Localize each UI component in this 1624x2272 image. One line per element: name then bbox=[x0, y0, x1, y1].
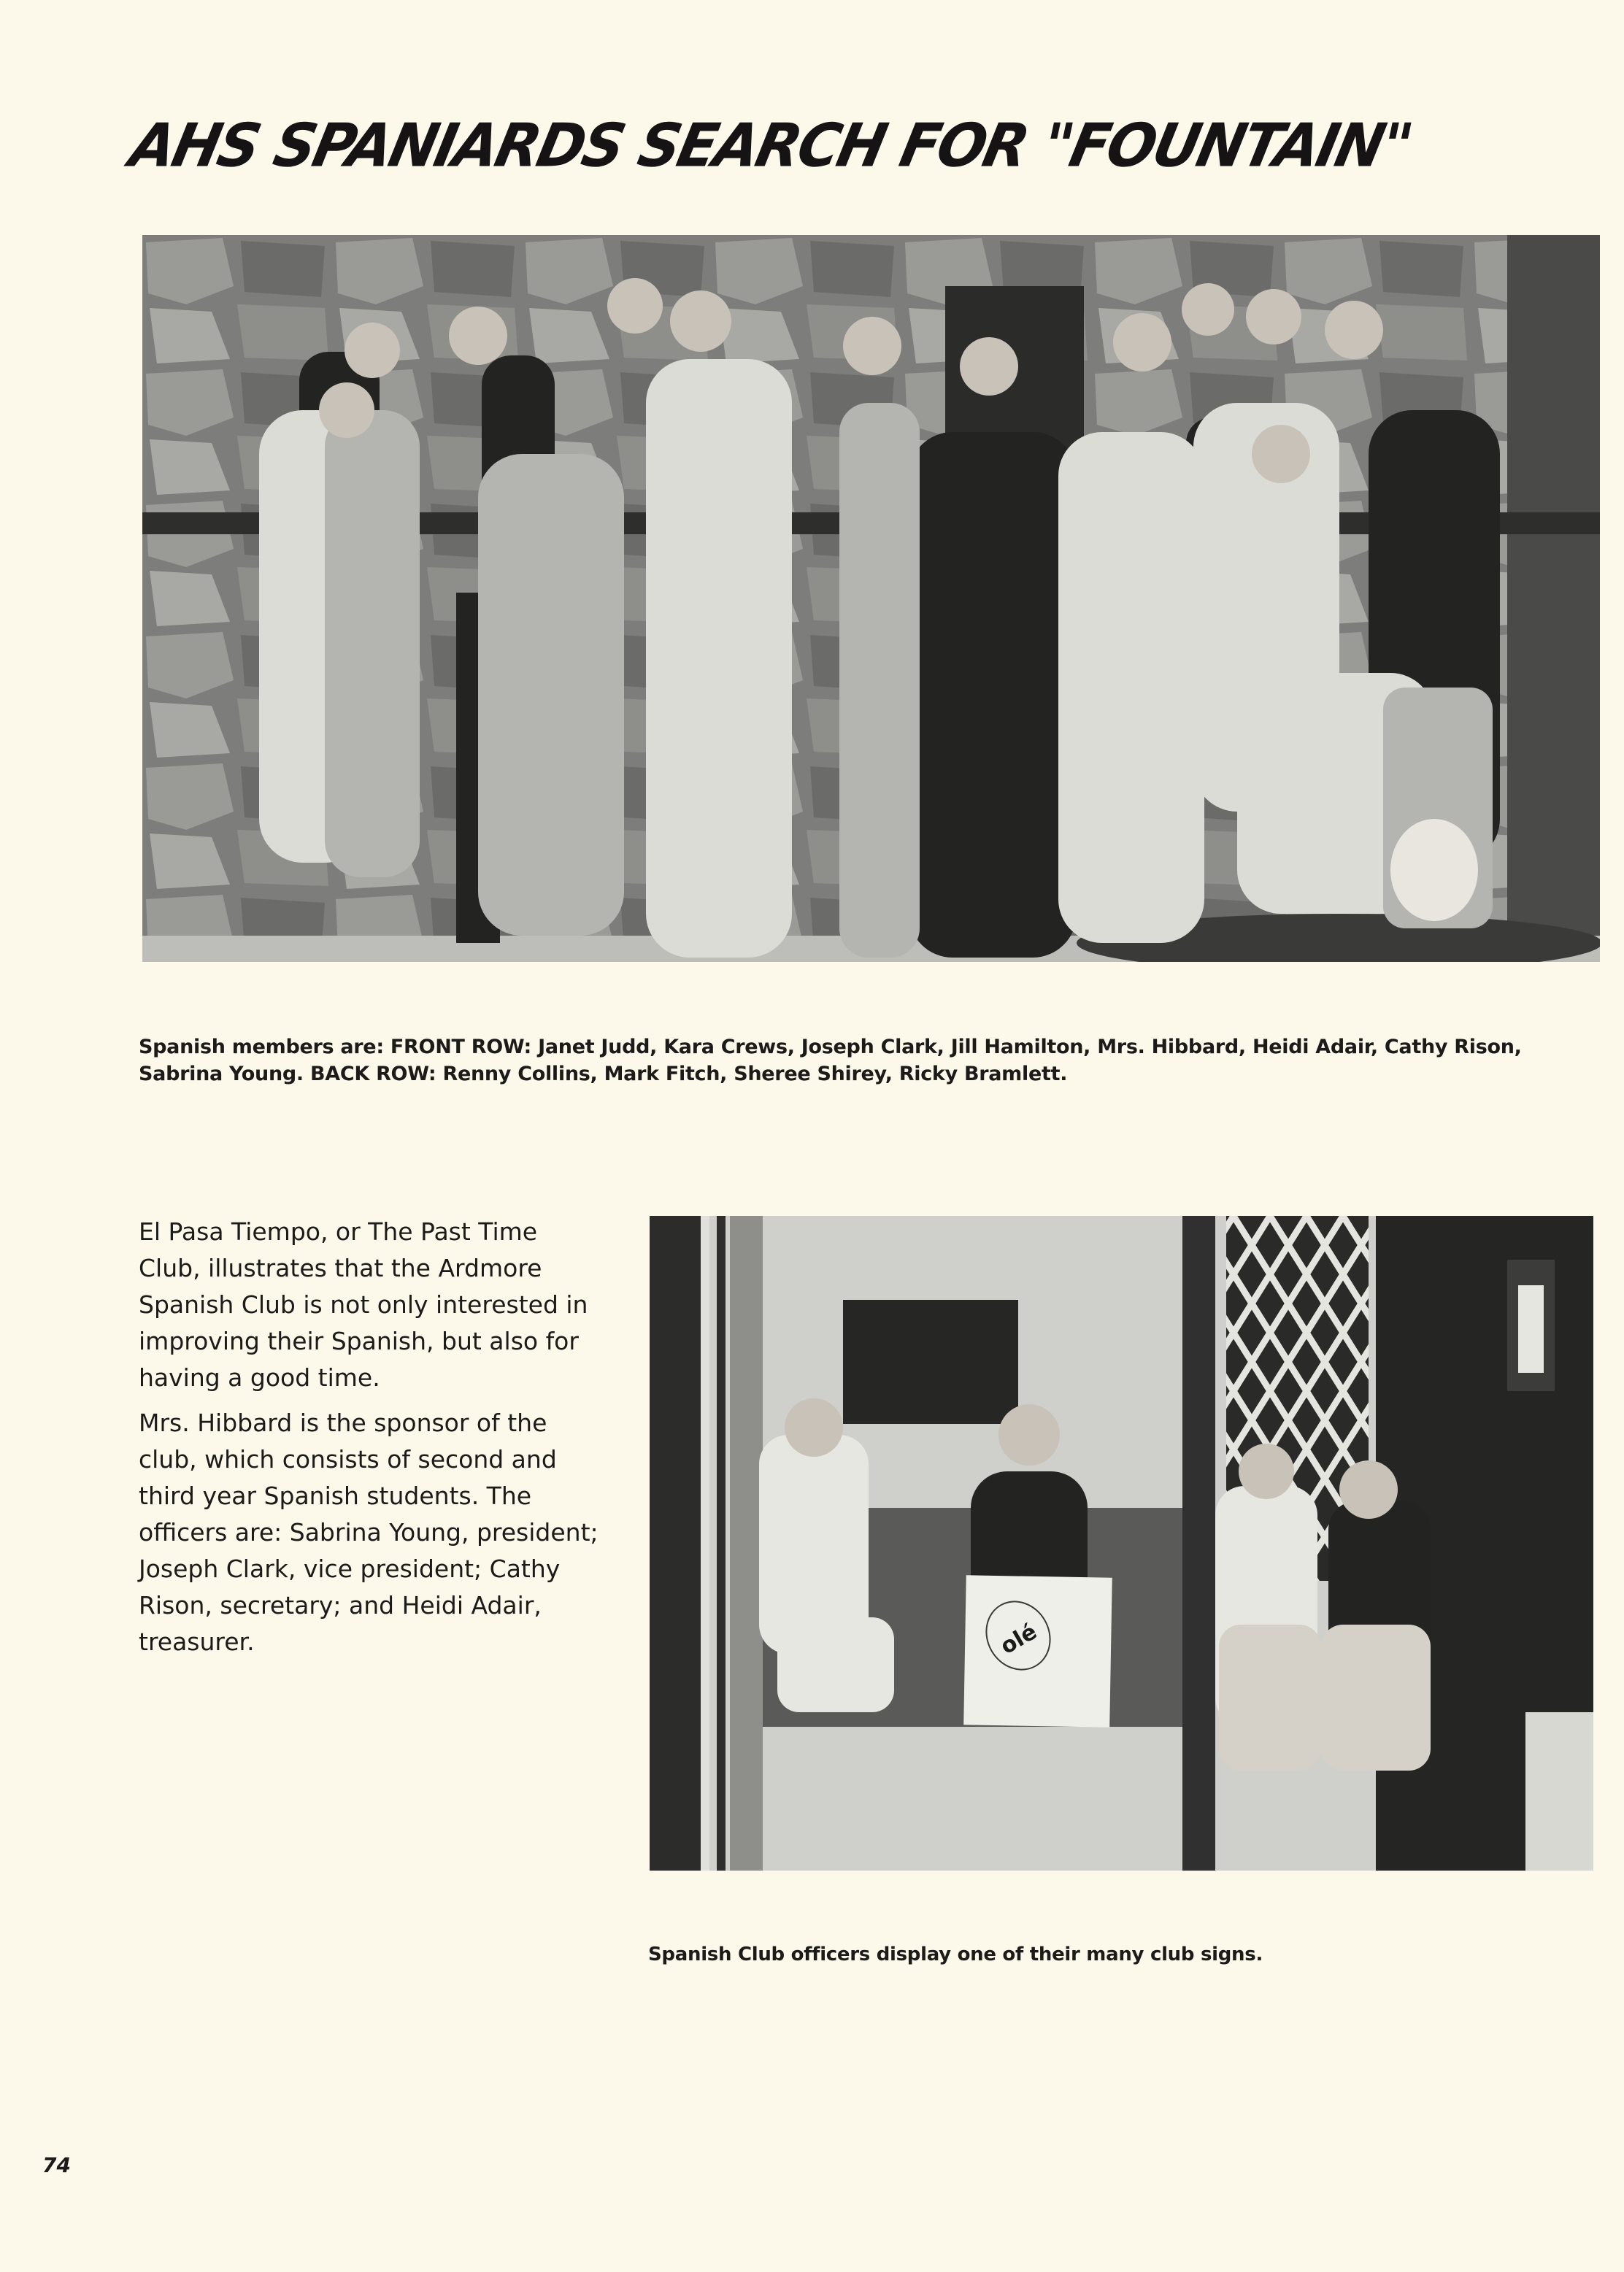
officers-photo-caption: Spanish Club officers display one of their many club signs. bbox=[648, 1944, 1263, 1965]
sign-text: olé bbox=[996, 1619, 1042, 1660]
club-sign bbox=[963, 1575, 1112, 1727]
group-photo-caption: Spanish members are: FRONT ROW: Janet Judd, Kara Crews, Joseph Clark, Jill Hamilton, Mrs. Hibbard, Heidi Adair, Cathy Rison, Sabrina Young. BACK ROW: Renny Collins, Mark Fitch, Sheree Shirey, Ricky Bramlett. bbox=[139, 1036, 1522, 1085]
article-body bbox=[139, 1214, 599, 1669]
page-number: 74 bbox=[42, 2153, 71, 2177]
officers-photo bbox=[650, 1216, 1593, 1871]
article-paragraph: El Pasa Tiempo, or The Past Time Club, illustrates that the Ardmore Spanish Club is not only interested in improving their Spanish, but also for having a good time. bbox=[139, 1217, 588, 1392]
group-photo bbox=[142, 235, 1600, 962]
officers-photo-image bbox=[650, 1216, 1593, 1871]
page-headline: AHS SPANIARDS SEARCH FOR "FOUNTAIN" bbox=[123, 111, 1417, 181]
article-paragraph: Mrs. Hibbard is the sponsor of the club, which consists of second and third year Spanish students. The officers are: Sabrina Young, president; Joseph Clark, vice president; Cathy Rison, secretary; and Heidi Adair, treasurer. bbox=[139, 1409, 599, 1656]
group-photo-image bbox=[142, 235, 1600, 962]
